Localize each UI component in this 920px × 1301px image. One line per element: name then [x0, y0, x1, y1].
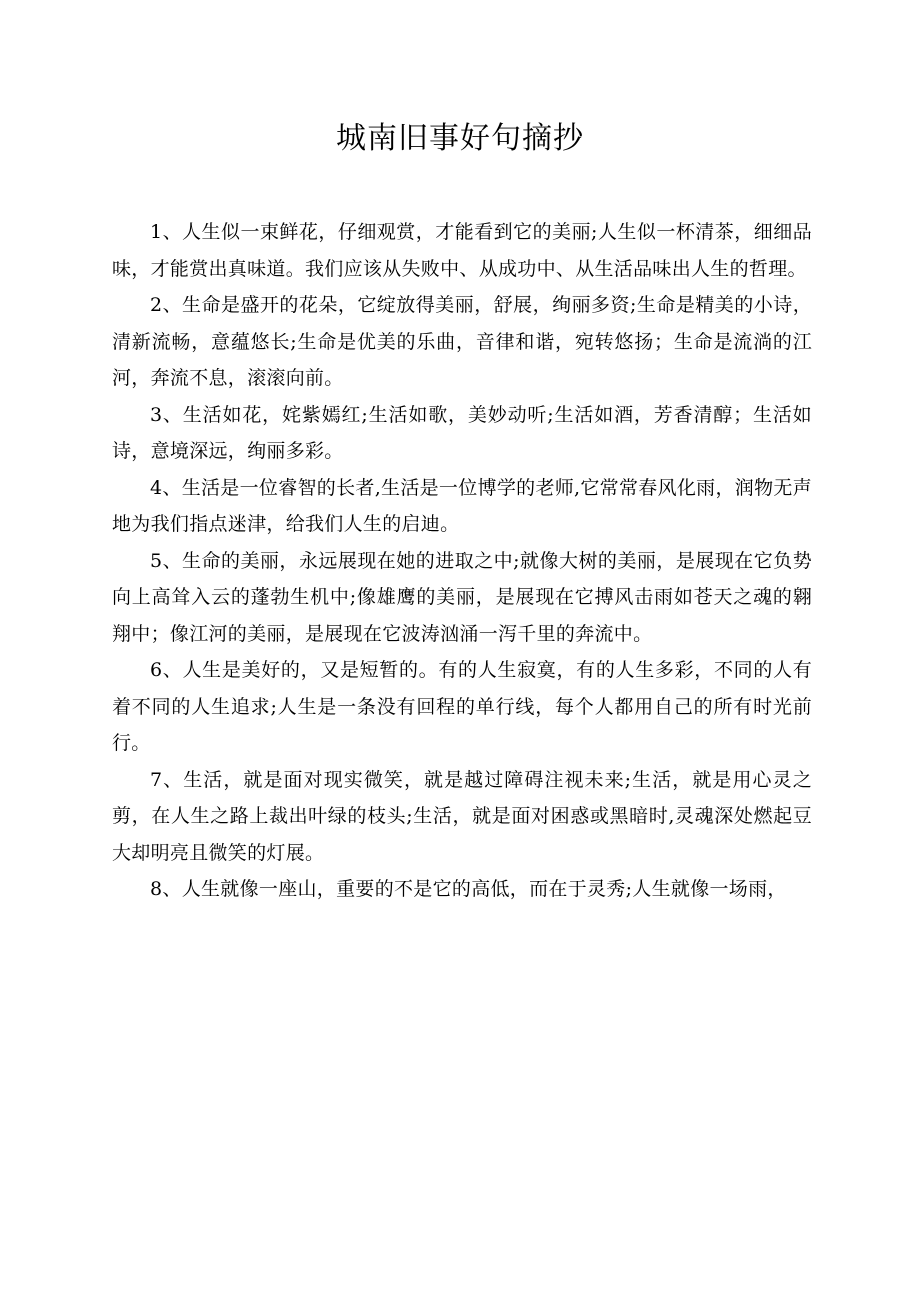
page-title: 城南旧事好句摘抄 — [336, 121, 584, 156]
paragraph-8: 8、人生就像一座山，重要的不是它的高低，而在于灵秀;人生就像一场雨， — [150, 878, 787, 900]
document-body — [112, 214, 812, 908]
paragraph-1: 1、人生似一束鲜花，仔细观赏，才能看到它的美丽;人生似一杯清茶，细细品味，才能赏出真味道。我们应该从失败中、从成功中、从生活品味出人生的哲理。 — [112, 221, 812, 280]
paragraph-5: 5、生命的美丽，永远展现在她的进取之中;就像大树的美丽，是展现在它负势向上高耸入云的蓬勃生机中;像雄鹰的美丽，是展现在它搏风击雨如苍天之魂的翱翔中；像江河的美丽，是展现在它波涛汹涌一泻千里的奔流中。 — [112, 549, 812, 645]
paragraph-2: 2、生命是盛开的花朵，它绽放得美丽，舒展，绚丽多资;生命是精美的小诗，清新流畅，意蕴悠长;生命是优美的乐曲，音律和谐，宛转悠扬；生命是流淌的江河，奔流不息，滚滚向前。 — [112, 294, 812, 389]
paragraph-4: 4、生活是一位睿智的长者,生活是一位博学的老师,它常常春风化雨，润物无声地为我们指点迷津，给我们人生的启迪。 — [112, 476, 812, 535]
paragraph-6: 6、人生是美好的，又是短暂的。有的人生寂寞，有的人生多彩，不同的人有着不同的人生追求;人生是一条没有回程的单行线，每个人都用自己的所有时光前行。 — [112, 659, 812, 754]
paragraph-7: 7、生活，就是面对现实微笑，就是越过障碍注视未来;生活，就是用心灵之剪，在人生之路上裁出叶绿的枝头;生活，就是面对困惑或黑暗时,灵魂深处燃起豆大却明亮且微笑的灯展。 — [112, 768, 812, 864]
paragraph-3: 3、生活如花，姹紫嫣红;生活如歌，美妙动听;生活如酒，芳香清醇；生活如诗，意境深远，绚丽多彩。 — [112, 403, 812, 462]
